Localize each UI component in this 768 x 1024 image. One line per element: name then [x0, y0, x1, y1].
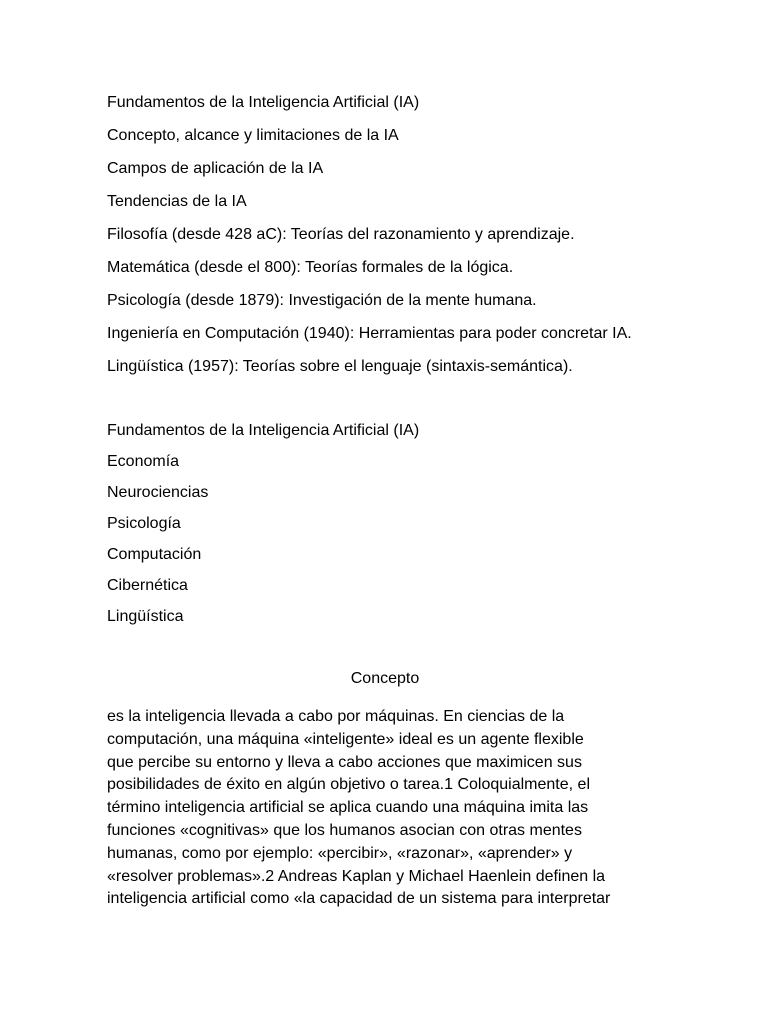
list-item: Lingüística (1957): Teorías sobre el lenguaje (sintaxis-semántica). — [107, 358, 573, 375]
list-item: Filosofía (desde 428 aC): Teorías del razonamiento y aprendizaje. — [107, 226, 575, 243]
list-item: Psicología — [107, 515, 181, 532]
list-item: Tendencias de la IA — [107, 193, 247, 210]
list-item: Economía — [107, 453, 180, 470]
paragraph-line: computación, una máquina «inteligente» ideal es un agente flexible — [107, 730, 584, 748]
paragraph-line: «resolver problemas».2 Andreas Kaplan y Michael Haenlein definen la — [107, 867, 606, 885]
paragraph-line: inteligencia artificial como «la capacidad de un sistema para interpretar — [107, 890, 611, 908]
paragraph-line: funciones «cognitivas» que los humanos asocian con otras mentes — [107, 821, 582, 839]
list-item: Concepto, alcance y limitaciones de la IA — [107, 127, 399, 144]
paragraph-line: humanas, como por ejemplo: «percibir», «razonar», «aprender» y — [107, 844, 573, 862]
paragraph-line: término inteligencia artificial se aplica cuando una máquina imita las — [107, 799, 589, 817]
list-item: Ingeniería en Computación (1940): Herramientas para poder concretar IA. — [107, 325, 632, 342]
list-item: Neurociencias — [107, 484, 209, 501]
paragraph-line: es la inteligencia llevada a cabo por máquinas. En ciencias de la — [107, 708, 565, 725]
section-title: Fundamentos de la Inteligencia Artificial (IA) — [107, 94, 420, 111]
list-item: Campos de aplicación de la IA — [107, 160, 324, 177]
list-item: Matemática (desde el 800): Teorías formales de la lógica. — [107, 259, 514, 276]
list-item: Psicología (desde 1879): Investigación de la mente humana. — [107, 292, 537, 309]
list-item: Lingüística — [107, 608, 184, 625]
list-item: Computación — [107, 546, 202, 563]
concept-paragraph — [107, 706, 667, 911]
list-item: Cibernética — [107, 577, 188, 594]
paragraph-line: posibilidades de éxito en algún objetivo o tarea.1 Coloquialmente, el — [107, 776, 590, 794]
document-content — [107, 92, 667, 911]
paragraph-line: que percibe su entorno y lleva a cabo acciones que maximicen sus — [107, 753, 582, 771]
section-title: Fundamentos de la Inteligencia Artificial (IA) — [107, 422, 420, 439]
concept-heading: Concepto — [350, 670, 420, 687]
